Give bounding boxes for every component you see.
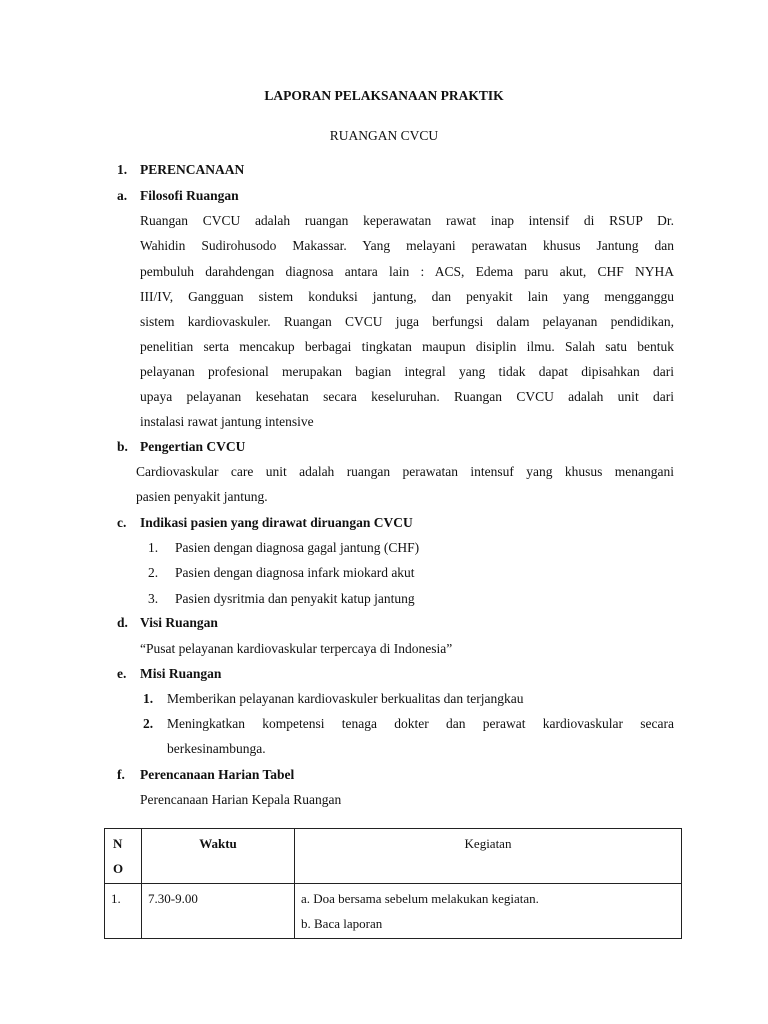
list-number: 1. [148, 540, 159, 555]
list-item: Pasien dysritmia dan penyakit katup jantung [175, 591, 415, 606]
paragraph-line: upaya pelayanan kesehatan secara keseluruhan. Ruangan CVCU adalah unit dari [140, 389, 674, 404]
list-item: Meningkatkan kompetensi tenaga dokter dan perawat kardiovaskular secara [167, 716, 674, 731]
list-item: Memberikan pelayanan kardiovaskuler berkualitas dan terjangkau [167, 691, 524, 706]
table-caption: Perencanaan Harian Kepala Ruangan [140, 792, 342, 807]
item-marker-e: e. [117, 666, 127, 681]
list-item: berkesinambunga. [167, 741, 266, 756]
item-marker-a: a. [117, 188, 128, 203]
visi-text: “Pusat pelayanan kardiovaskular terpercaya di Indonesia” [140, 641, 453, 656]
paragraph-line: instalasi rawat jantung intensive [140, 414, 314, 429]
list-item: Pasien dengan diagnosa infark miokard akut [175, 565, 415, 580]
paragraph-line: pasien penyakit jantung. [136, 489, 268, 504]
paragraph-line: penelitian serta mencakup berbagai tingkatan maupun disiplin ilmu. Salah satu bentuk [140, 339, 674, 354]
cell-kegiatan: a. Doa bersama sebelum melakukan kegiatan. b. Baca laporan [295, 884, 682, 939]
cell-no: 1. [105, 884, 142, 939]
heading-visi: Visi Ruangan [140, 615, 218, 630]
heading-filosofi: Filosofi Ruangan [140, 188, 239, 203]
paragraph-line: Cardiovaskular care unit adalah ruangan perawatan intensuf yang khusus menangani [136, 464, 674, 479]
section-number: 1. [117, 162, 128, 177]
paragraph-line: pembuluh darahdengan diagnosa antara lain : ACS, Edema paru akut, CHF NYHA [140, 264, 674, 279]
paragraph-line: sistem kardiovaskuler. Ruangan CVCU juga berfungsi dalam pelayanan pendidikan, [140, 314, 674, 329]
item-marker-c: c. [117, 515, 127, 530]
document-title: LAPORAN PELAKSANAAN PRAKTIK [264, 88, 504, 103]
item-marker-f: f. [117, 767, 125, 782]
table-header-row [105, 829, 682, 884]
heading-indikasi: Indikasi pasien yang dirawat diruangan CVCU [140, 515, 413, 530]
heading-pengertian: Pengertian CVCU [140, 439, 246, 454]
header-no: N O [105, 829, 142, 884]
paragraph-line: Ruangan CVCU adalah ruangan keperawatan rawat inap intensif di RSUP Dr. [140, 213, 674, 228]
paragraph-line: III/IV, Gangguan sistem konduksi jantung, dan penyakit lain yang mengganggu [140, 289, 674, 304]
item-marker-b: b. [117, 439, 128, 454]
list-number: 1. [143, 691, 154, 706]
list-item: Pasien dengan diagnosa gagal jantung (CHF) [175, 540, 420, 555]
list-number: 2. [143, 716, 154, 731]
paragraph-line: Wahidin Sudirohusodo Makassar. Yang melayani perawatan khusus Jantung dan [140, 238, 674, 253]
list-number: 3. [148, 591, 159, 606]
document-subtitle: RUANGAN CVCU [329, 128, 439, 143]
paragraph-line: pelayanan profesional merupakan bagian integral yang tidak dapat dipisahkan dari [140, 364, 674, 379]
table-row [105, 884, 682, 939]
daily-plan-table [104, 828, 682, 939]
section-title: PERENCANAAN [140, 162, 245, 177]
heading-misi: Misi Ruangan [140, 666, 222, 681]
header-waktu: Waktu [142, 829, 295, 884]
cell-waktu: 7.30-9.00 [142, 884, 295, 939]
list-number: 2. [148, 565, 159, 580]
header-kegiatan: Kegiatan [295, 829, 682, 884]
heading-perencanaan-harian: Perencanaan Harian Tabel [140, 767, 295, 782]
item-marker-d: d. [117, 615, 128, 630]
